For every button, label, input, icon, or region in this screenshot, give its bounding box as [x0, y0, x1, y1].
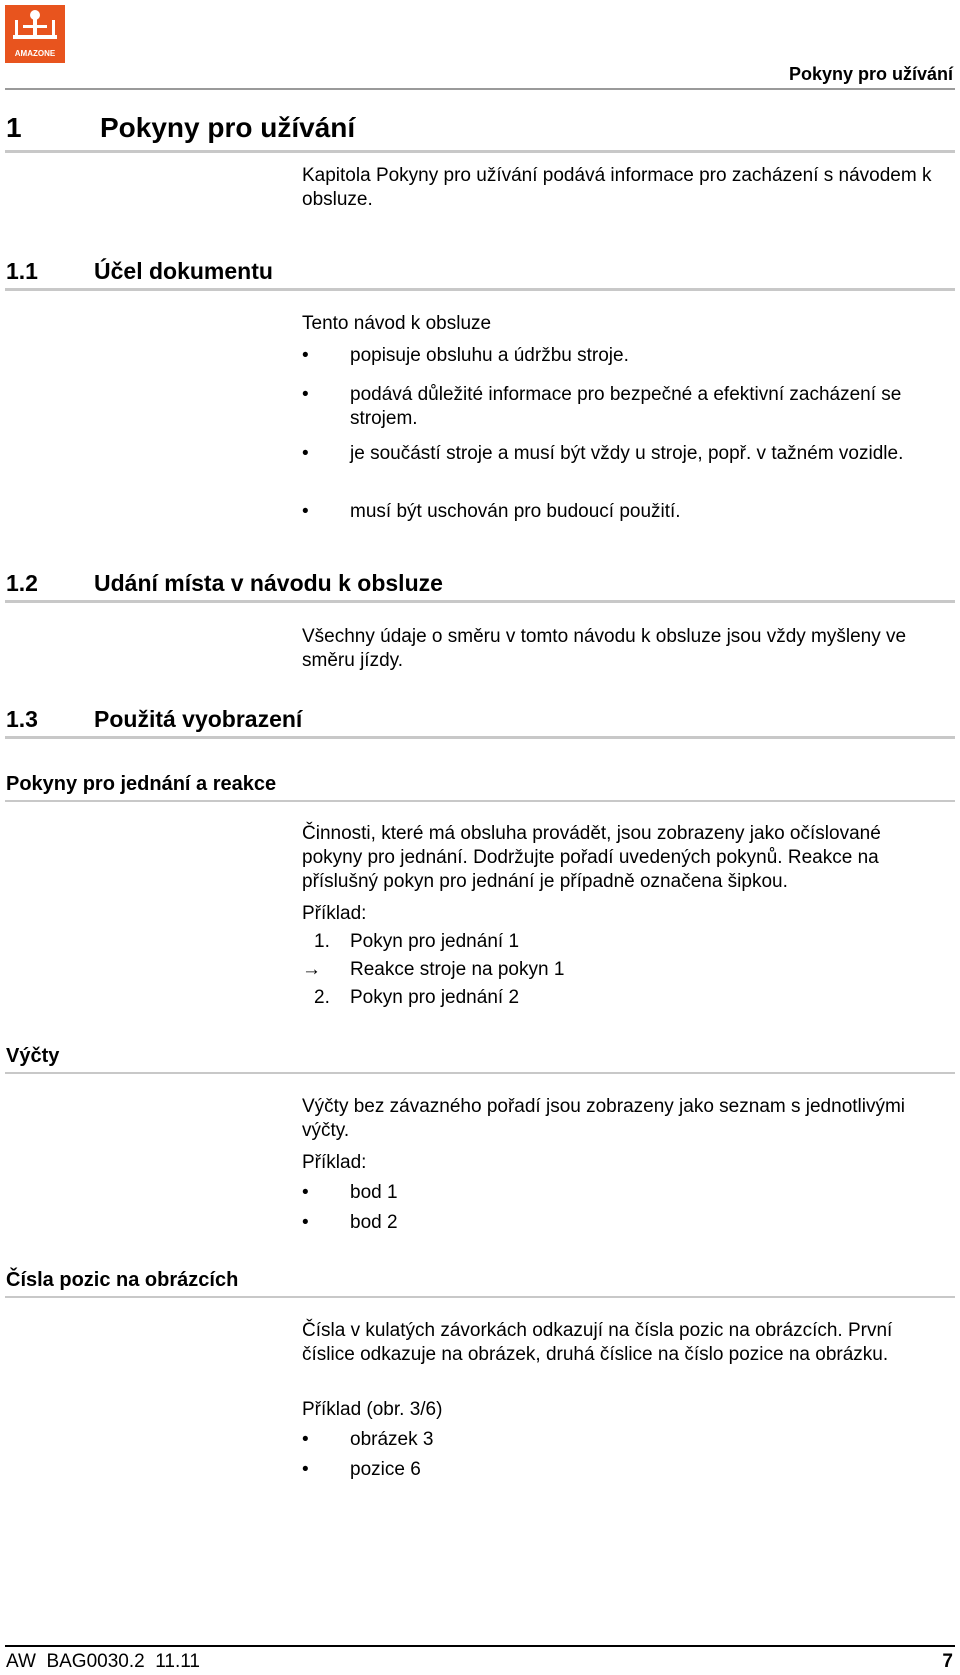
- page-number: 7: [942, 1651, 953, 1672]
- list-item: • podává důležité informace pro bezpečné a efektivní zacházení se strojem.: [302, 384, 902, 429]
- bullet-icon: •: [302, 1182, 309, 1203]
- actions-example-label: Příklad:: [302, 903, 367, 924]
- chapter-rule: [5, 150, 955, 153]
- section-rule: [5, 600, 955, 603]
- positions-example-label: Příklad (obr. 3/6): [302, 1399, 443, 1420]
- actions-text: Činnosti, které má obsluha provádět, jsou zobrazeny jako očíslované pokyny pro jednání. Dodržujte pořadí uvedených pokynů. Reakce na příslušný pokyn pro jednání je případně označena šipkou.: [302, 823, 881, 892]
- section-title: Použitá vyobrazení: [94, 706, 303, 732]
- section-number: 1.1: [6, 258, 38, 284]
- enum-example-label: Příklad:: [302, 1152, 367, 1173]
- chapter-heading: [6, 112, 355, 144]
- section-1-1-heading: [6, 258, 273, 285]
- bullet-icon: •: [302, 1212, 309, 1233]
- section-title: Udání místa v návodu k obsluze: [94, 570, 443, 596]
- bullet-icon: •: [302, 1429, 309, 1450]
- positions-text: Čísla v kulatých závorkách odkazují na čísla pozic na obrázcích. První číslice odkazuje na obrázek, druhá číslice na číslo pozice na obrázku.: [302, 1320, 893, 1365]
- chapter-number: 1: [6, 112, 22, 143]
- chapter-intro: Kapitola Pokyny pro užívání podává informace pro zacházení s návodem k obsluze.: [302, 165, 932, 210]
- list-item: • je součástí stroje a musí být vždy u stroje, popř. v tažném vozidle.: [302, 443, 904, 464]
- section-1-1-lead: Tento návod k obsluze: [302, 313, 492, 334]
- list-item: → Reakce stroje na pokyn 1: [302, 959, 565, 980]
- section-rule: [5, 736, 955, 739]
- footer-divider: [5, 1645, 955, 1647]
- subsection-heading: Výčty: [6, 1045, 60, 1067]
- section-number: 1.3: [6, 706, 38, 732]
- section-1-2-heading: [6, 570, 443, 597]
- subsection-heading: Pokyny pro jednání a reakce: [6, 773, 277, 795]
- list-item: 1. Pokyn pro jednání 1: [314, 931, 520, 952]
- section-rule: [5, 288, 955, 291]
- subsection-rule: [5, 1296, 955, 1298]
- document-id: AW BAG0030.2 11.11: [6, 1651, 200, 1672]
- list-item: • bod 1: [302, 1182, 398, 1203]
- bullet-icon: •: [302, 501, 309, 522]
- section-1-3-heading: [6, 706, 302, 733]
- bullet-icon: •: [302, 443, 309, 464]
- list-item: • bod 2: [302, 1212, 398, 1233]
- list-item: • obrázek 3: [302, 1429, 434, 1450]
- section-number: 1.2: [6, 570, 38, 596]
- chapter-title: Pokyny pro užívání: [100, 112, 356, 143]
- bullet-icon: •: [302, 384, 309, 405]
- section-1-2-text: Všechny údaje o směru v tomto návodu k obsluze jsou vždy myšleny ve směru jízdy.: [302, 626, 907, 671]
- header-divider: [5, 88, 955, 90]
- subsection-heading: Čísla pozic na obrázcích: [6, 1269, 239, 1291]
- subsection-rule: [5, 1072, 955, 1074]
- step-number: 1.: [314, 931, 330, 952]
- step-number: 2.: [314, 987, 330, 1008]
- bullet-icon: •: [302, 345, 309, 366]
- list-item: • popisuje obsluhu a údržbu stroje.: [302, 345, 629, 366]
- running-header: Pokyny pro užívání: [788, 64, 953, 84]
- list-item: 2. Pokyn pro jednání 2: [314, 987, 520, 1008]
- enum-text: Výčty bez závazného pořadí jsou zobrazeny jako seznam s jednotlivými výčty.: [302, 1096, 906, 1141]
- svg-text:AMAZONE: AMAZONE: [14, 49, 56, 58]
- arrow-right-icon: →: [302, 959, 321, 980]
- bullet-icon: •: [302, 1459, 309, 1480]
- list-item: • pozice 6: [302, 1459, 421, 1480]
- subsection-rule: [5, 800, 955, 802]
- amazone-logo: [5, 5, 65, 63]
- section-title: Účel dokumentu: [94, 258, 273, 284]
- list-item: • musí být uschován pro budoucí použití.: [302, 501, 681, 522]
- logo-graphic: [5, 5, 65, 63]
